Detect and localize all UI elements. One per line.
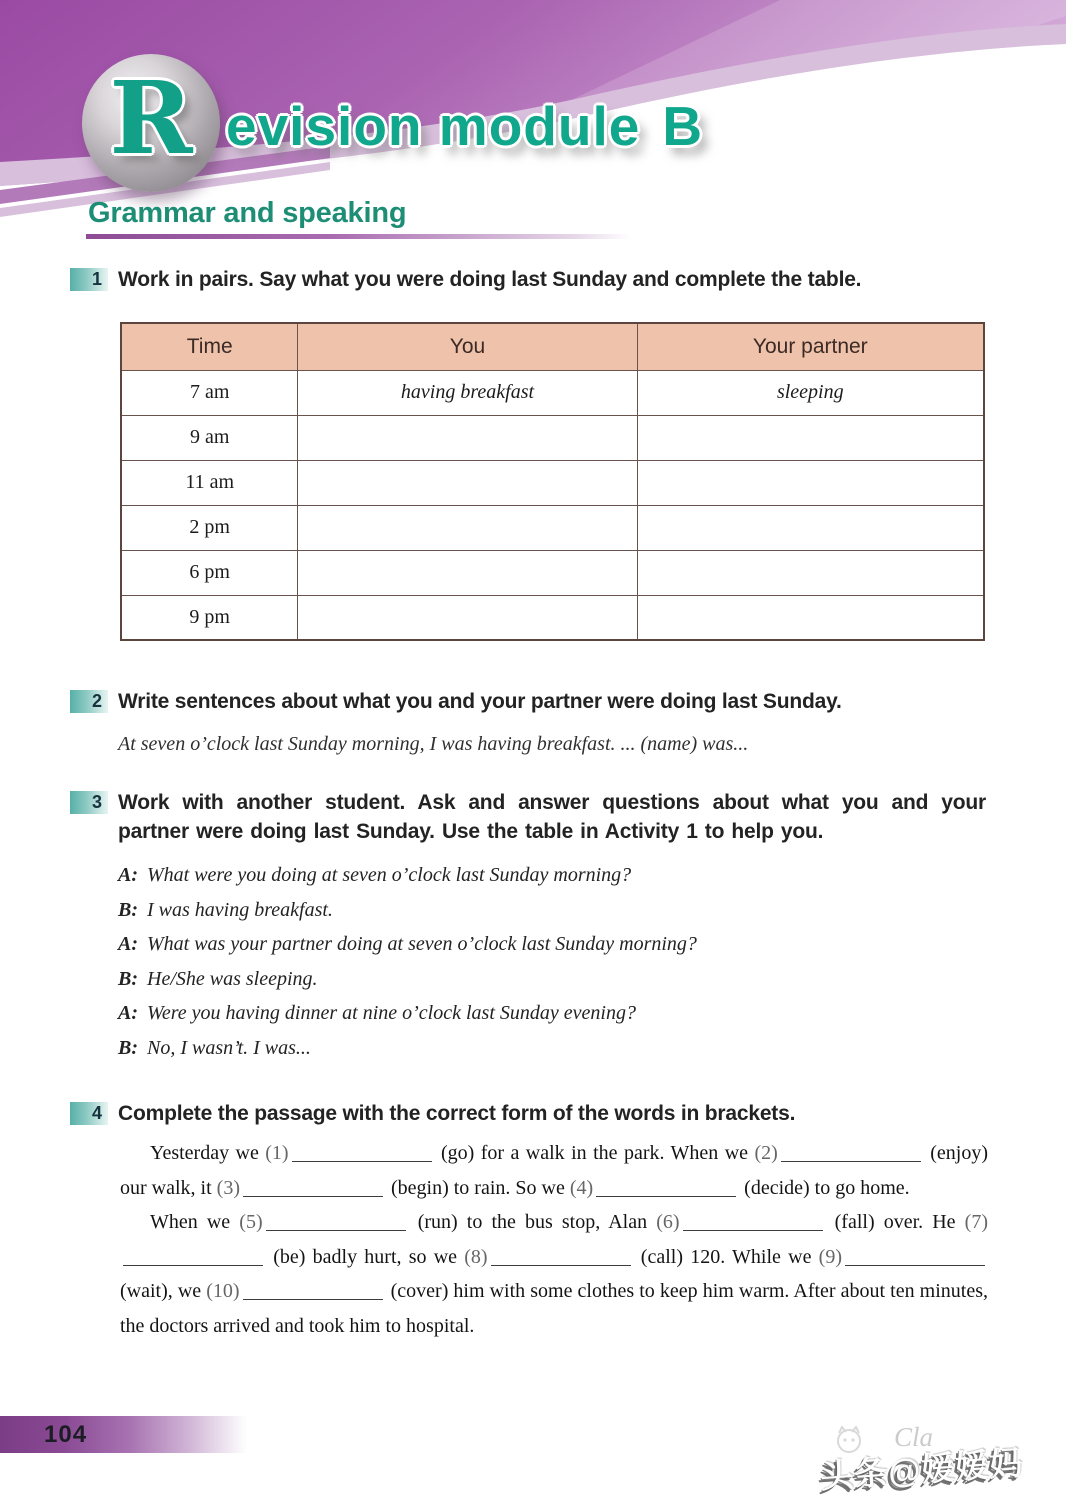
blank-number: (1) (265, 1142, 289, 1164)
timetable-header-row (121, 323, 984, 370)
module-title (226, 95, 704, 157)
fill-in-blank (123, 1265, 263, 1266)
passage-text: (enjoy) our walk, it (120, 1142, 988, 1199)
timetable-body (121, 370, 984, 640)
activity-4-number-badge: 4 (70, 1102, 108, 1125)
table-cell-r0-c2: sleeping (637, 370, 984, 415)
activity-4-passage (120, 1136, 988, 1343)
blank-number: (6) (656, 1211, 680, 1233)
passage-paragraph-1 (120, 1205, 988, 1343)
emblem-letter: R (109, 59, 193, 177)
watermark-ghost-text: Cla (894, 1422, 934, 1452)
table-cell-r4-c1 (298, 550, 637, 595)
activity-3 (70, 789, 986, 846)
section-title: Grammar and speaking (88, 197, 407, 229)
table-header-col2: Your partner (637, 323, 984, 370)
activity-3-heading: Work with another student. Ask and answer questions about what you and your partner were doing last Sunday. Use the table in Activity 1 to help you. (118, 791, 986, 843)
fill-in-blank (683, 1230, 823, 1231)
blank-number: (2) (754, 1142, 778, 1164)
table-cell-r1-c2 (637, 415, 984, 460)
activity-4 (70, 1100, 986, 1128)
passage-text: (decide) to go home. (739, 1176, 910, 1199)
passage-text: (fall) over. He (825, 1211, 965, 1233)
dialogue-speaker: A: (118, 1002, 138, 1025)
dialogue-line-4 (118, 996, 986, 1031)
footer-page-bar (0, 1416, 260, 1453)
activity-2 (70, 688, 986, 716)
passage-text: (call) 120. While we (633, 1245, 819, 1268)
table-header-col1: You (298, 323, 637, 370)
fill-in-blank (243, 1196, 383, 1197)
table-row-0 (121, 370, 984, 415)
activity-1-heading: Work in pairs. Say what you were doing last Sunday and complete the table. (118, 268, 862, 291)
table-row-2 (121, 460, 984, 505)
table-header-col0: Time (121, 323, 298, 370)
dialogue-speaker: A: (118, 864, 138, 886)
blank-number: (9) (818, 1245, 842, 1268)
activity-3-dialogue (118, 858, 986, 1066)
dialogue-text: What was your partner doing at seven o’clock last Sunday morning? (147, 933, 697, 956)
page-header (0, 0, 1066, 248)
activity-2-heading: Write sentences about what you and your partner were doing last Sunday. (118, 690, 842, 713)
dialogue-line-0 (118, 858, 986, 893)
dialogue-text: I was having breakfast. (147, 898, 333, 921)
activity-2-example-sentence: At seven o’clock last Sunday morning, I was having breakfast. ... (name) was... (118, 733, 749, 755)
fill-in-blank (845, 1265, 985, 1266)
timetable-head (121, 323, 984, 370)
dialogue-text: No, I wasn’t. I was... (147, 1036, 311, 1059)
dialogue-line-2 (118, 927, 986, 962)
dialogue-text: He/She was sleeping. (147, 967, 318, 990)
fill-in-blank (491, 1265, 631, 1266)
table-cell-r1-c0: 9 am (121, 415, 298, 460)
table-cell-r2-c2 (637, 460, 984, 505)
passage-text: (begin) to rain. So we (385, 1176, 570, 1199)
table-cell-r2-c1 (298, 460, 637, 505)
dialogue-line-1 (118, 893, 986, 928)
passage-text: When we (150, 1211, 240, 1233)
blank-number: (8) (464, 1245, 488, 1268)
passage-text: (cover) him with some clothes to keep him warm. After about ten minutes, the doctors arrived and took him to hospital. (120, 1280, 988, 1337)
activity-3-number-badge: 3 (70, 791, 108, 814)
table-row-3 (121, 505, 984, 550)
fill-in-blank (292, 1161, 432, 1162)
dialogue-speaker: B: (118, 1036, 138, 1059)
dialogue-speaker: A: (118, 933, 138, 956)
table-cell-r3-c1 (298, 505, 637, 550)
table-cell-r5-c0: 9 pm (121, 595, 298, 640)
fill-in-blank (243, 1299, 383, 1300)
table-cell-r0-c1: having breakfast (298, 370, 637, 415)
activity-4-heading: Complete the passage with the correct form of the words in brackets. (118, 1102, 796, 1125)
passage-text: (go) for a walk in the park. When we (434, 1142, 755, 1164)
passage-text: (be) badly hurt, so we (266, 1245, 465, 1268)
blank-number: (3) (216, 1176, 240, 1199)
dialogue-text: Were you having dinner at nine o’clock last Sunday evening? (147, 1002, 636, 1025)
activity-1-number-badge: 1 (70, 268, 108, 291)
table-cell-r4-c2 (637, 550, 984, 595)
table-row-5 (121, 595, 984, 640)
table-cell-r3-c2 (637, 505, 984, 550)
table-cell-r4-c0: 6 pm (121, 550, 298, 595)
table-row-4 (121, 550, 984, 595)
fill-in-blank (596, 1196, 736, 1197)
passage-text: (run) to the bus stop, Alan (408, 1211, 657, 1233)
table-cell-r2-c0: 11 am (121, 460, 298, 505)
dialogue-speaker: B: (118, 967, 138, 990)
dialogue-text: What were you doing at seven o’clock last Sunday morning? (147, 864, 632, 886)
table-row-1 (121, 415, 984, 460)
activity-1 (70, 266, 986, 294)
watermark (820, 1420, 1060, 1505)
module-letter-b: B (662, 95, 704, 157)
watermark-text: 头条@嫒嫒妈 (819, 1443, 1025, 1496)
module-emblem-sphere (82, 54, 220, 192)
table-cell-r3-c0: 2 pm (121, 505, 298, 550)
passage-paragraph-0 (120, 1136, 988, 1205)
dialogue-line-5 (118, 1031, 986, 1066)
activity-2-number-badge: 2 (70, 690, 108, 713)
passage-text: (wait), we (120, 1280, 207, 1302)
table-cell-r0-c0: 7 am (121, 370, 298, 415)
blank-number: (5) (239, 1211, 263, 1233)
activity-1-table (120, 322, 985, 641)
dialogue-speaker: B: (118, 898, 138, 921)
section-underline-divider (86, 234, 631, 239)
blank-number: (10) (206, 1280, 240, 1302)
blank-number: (7) (964, 1211, 988, 1233)
dialogue-line-3 (118, 962, 986, 997)
module-title-text: evision module (226, 95, 641, 157)
blank-number: (4) (569, 1176, 594, 1199)
page-number: 104 (44, 1421, 88, 1448)
table-cell-r1-c1 (298, 415, 637, 460)
passage-text: Yesterday we (150, 1142, 266, 1164)
fill-in-blank (266, 1230, 406, 1231)
table-cell-r5-c2 (637, 595, 984, 640)
table-cell-r5-c1 (298, 595, 637, 640)
fill-in-blank (781, 1161, 921, 1162)
